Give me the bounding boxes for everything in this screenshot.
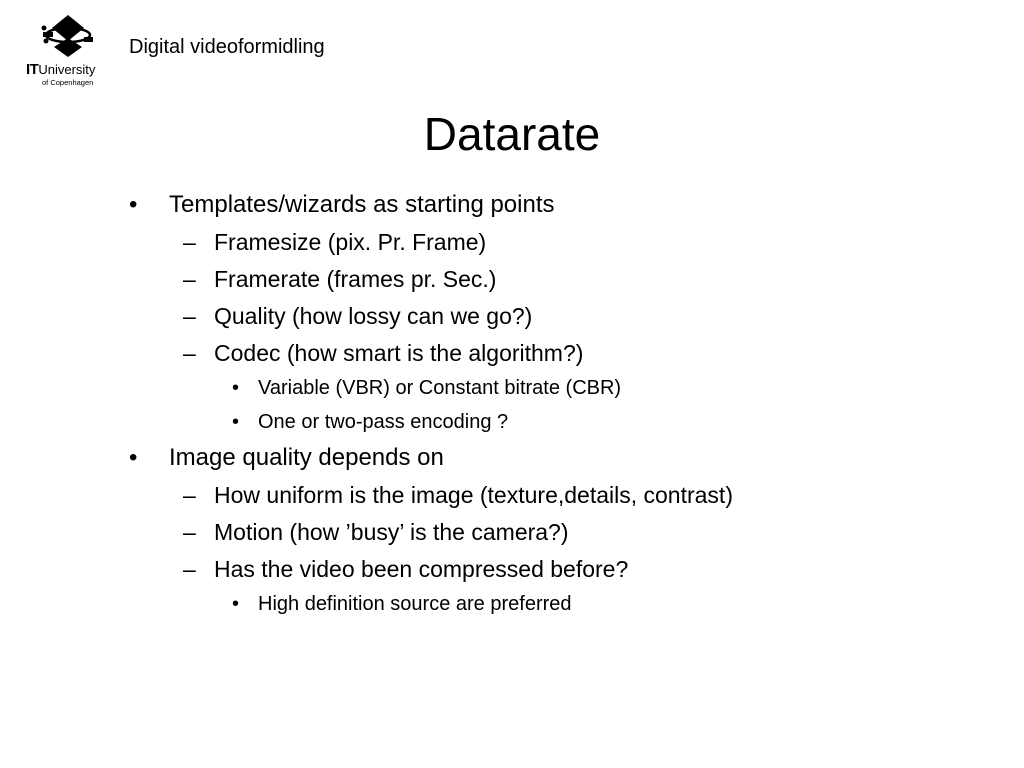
logo-university-text: University (38, 62, 96, 77)
dash-marker: – (183, 340, 196, 366)
slide-title: Datarate (423, 108, 601, 160)
course-title: Digital videoformidling (129, 36, 325, 58)
bullet-text: Image quality depends on (169, 444, 444, 471)
sub-bullet-item (129, 301, 769, 331)
dash-marker: – (183, 303, 196, 329)
bullet-text: Templates/wizards as starting points (169, 191, 555, 218)
sub-bullet-item (129, 227, 769, 257)
sub-sub-bullet-item (129, 591, 769, 617)
dash-marker: – (183, 556, 196, 582)
sub-bullet-item (129, 517, 769, 547)
sub-bullet-text: Framesize (pix. Pr. Frame) (214, 229, 487, 255)
sub-bullet-item (129, 338, 769, 368)
sub-bullet-text: Quality (how lossy can we go?) (214, 303, 533, 329)
itu-emblem-icon (40, 14, 96, 58)
dash-marker: – (183, 229, 196, 255)
bullet-marker: • (232, 411, 240, 433)
sub-bullet-item (129, 480, 769, 510)
sub-sub-bullet-item (129, 375, 769, 401)
sub-sub-bullet-item (129, 409, 769, 435)
sub-bullet-text: Framerate (frames pr. Sec.) (214, 266, 497, 292)
university-logo (22, 14, 112, 90)
bullet-marker: • (232, 593, 240, 615)
logo-it-text: IT (26, 61, 39, 78)
logo-wordmark (26, 62, 95, 78)
bullet-list (129, 190, 769, 625)
logo-subtitle: of Copenhagen (42, 78, 94, 87)
bullet-marker: • (232, 377, 240, 399)
bullet-marker: • (129, 191, 138, 218)
bullet-item (129, 190, 769, 220)
sub-sub-bullet-text: High definition source are preferred (258, 593, 572, 615)
sub-bullet-text: Codec (how smart is the algorithm?) (214, 340, 584, 366)
sub-bullet-text: Has the video been compressed before? (214, 556, 629, 582)
dash-marker: – (183, 519, 196, 545)
bullet-item (129, 443, 769, 473)
sub-bullet-item (129, 554, 769, 584)
sub-bullet-text: Motion (how ’busy’ is the camera?) (214, 519, 569, 545)
sub-bullet-item (129, 264, 769, 294)
dash-marker: – (183, 266, 196, 292)
dash-marker: – (183, 482, 196, 508)
sub-bullet-text: How uniform is the image (texture,details, contrast) (214, 482, 733, 508)
bullet-marker: • (129, 444, 138, 471)
sub-sub-bullet-text: Variable (VBR) or Constant bitrate (CBR) (258, 377, 622, 399)
sub-sub-bullet-text: One or two-pass encoding ? (258, 411, 509, 433)
